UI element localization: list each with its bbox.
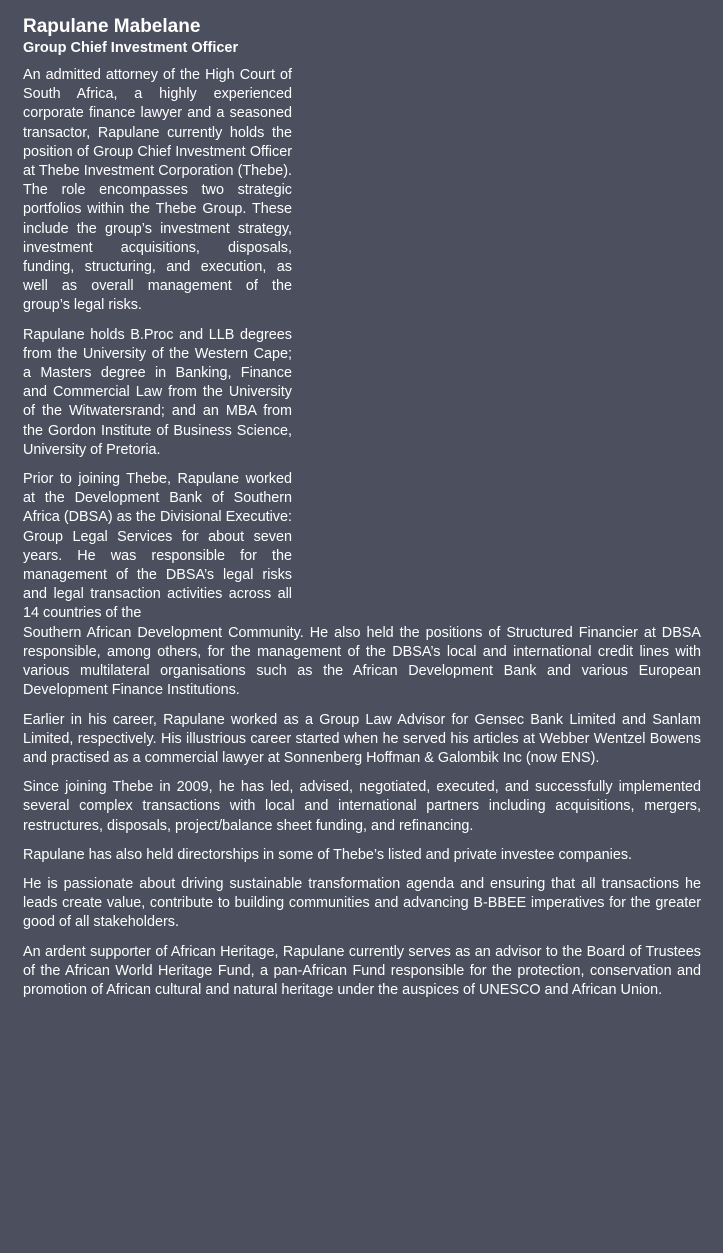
bio-paragraph-dbsa-continued: Southern African Development Community. He also held the positions of Structured Financier at DBSA responsible, among others, for the management of the DBSA’s local and international credit lines with various multilateral organisations such as the African Development Bank and various European Development Finance Institutions. <box>23 624 701 699</box>
bio-paragraph-directorships: Rapulane has also held directorships in some of Thebe’s listed and private investee companies. <box>23 846 633 863</box>
bio-paragraph-transactions: Since joining Thebe in 2009, he has led, advised, negotiated, executed, and successfully implemented several complex transactions with local and international partners including acquisitions, mergers, restructures, disposals, project/balance sheet funding, and refinancing. <box>23 779 701 834</box>
person-title: Group Chief Investment Officer <box>23 40 239 56</box>
bio-paragraph-early-career: Earlier in his career, Rapulane worked as a Group Law Advisor for Gensec Bank Limited and Sanlam Limited, respectively. His illustrious career started when he served his articles at Webber Wentzel Bowens and practised as a commercial lawyer at Sonnenberg Hoffman & Galombik Inc (now ENS). <box>23 711 701 766</box>
bio-paragraph-education: Rapulane holds B.Proc and LLB degrees from the University of the Western Cape; a Masters degree in Banking, Finance and Commercial Law from the University of the Witwatersrand; and an MBA from the Gordon Institute of Business Science, University of Pretoria. <box>23 326 292 458</box>
person-name: Rapulane Mabelane <box>23 16 201 37</box>
bio-paragraph-passion: He is passionate about driving sustainable transformation agenda and ensuring that all transactions he leads create value, contribute to building communities and advancing B-BBEE imperatives for the greater good of all stakeholders. <box>23 875 701 931</box>
bio-paragraph-intro: An admitted attorney of the High Court of South Africa, a highly experienced corporate finance lawyer and a seasoned transactor, Rapulane currently holds the position of Group Chief Investment Officer at Thebe Investment Corporation (Thebe). The role encompasses two strategic portfolios within the Thebe Group. These include the group’s investment strategy, investment acquisitions, disposals, funding, structuring, and execution, as well as overall management of the group’s legal risks. <box>23 67 292 314</box>
bio-paragraph-dbsa: Prior to joining Thebe, Rapulane worked at the Development Bank of Southern Africa (DBSA) as the Divisional Executive: Group Legal Services for about seven years. He was responsible for the management of the DBSA’s legal risks and legal transaction activities across all 14 countries of the <box>23 471 292 622</box>
bio-paragraph-heritage: An ardent supporter of African Heritage, Rapulane currently serves as an advisor to the Board of Trustees of the African World Heritage Fund, a pan-African Fund responsible for the protection, conservation and promotion of African cultural and natural heritage under the auspices of UNESCO and African Union. <box>23 943 701 998</box>
